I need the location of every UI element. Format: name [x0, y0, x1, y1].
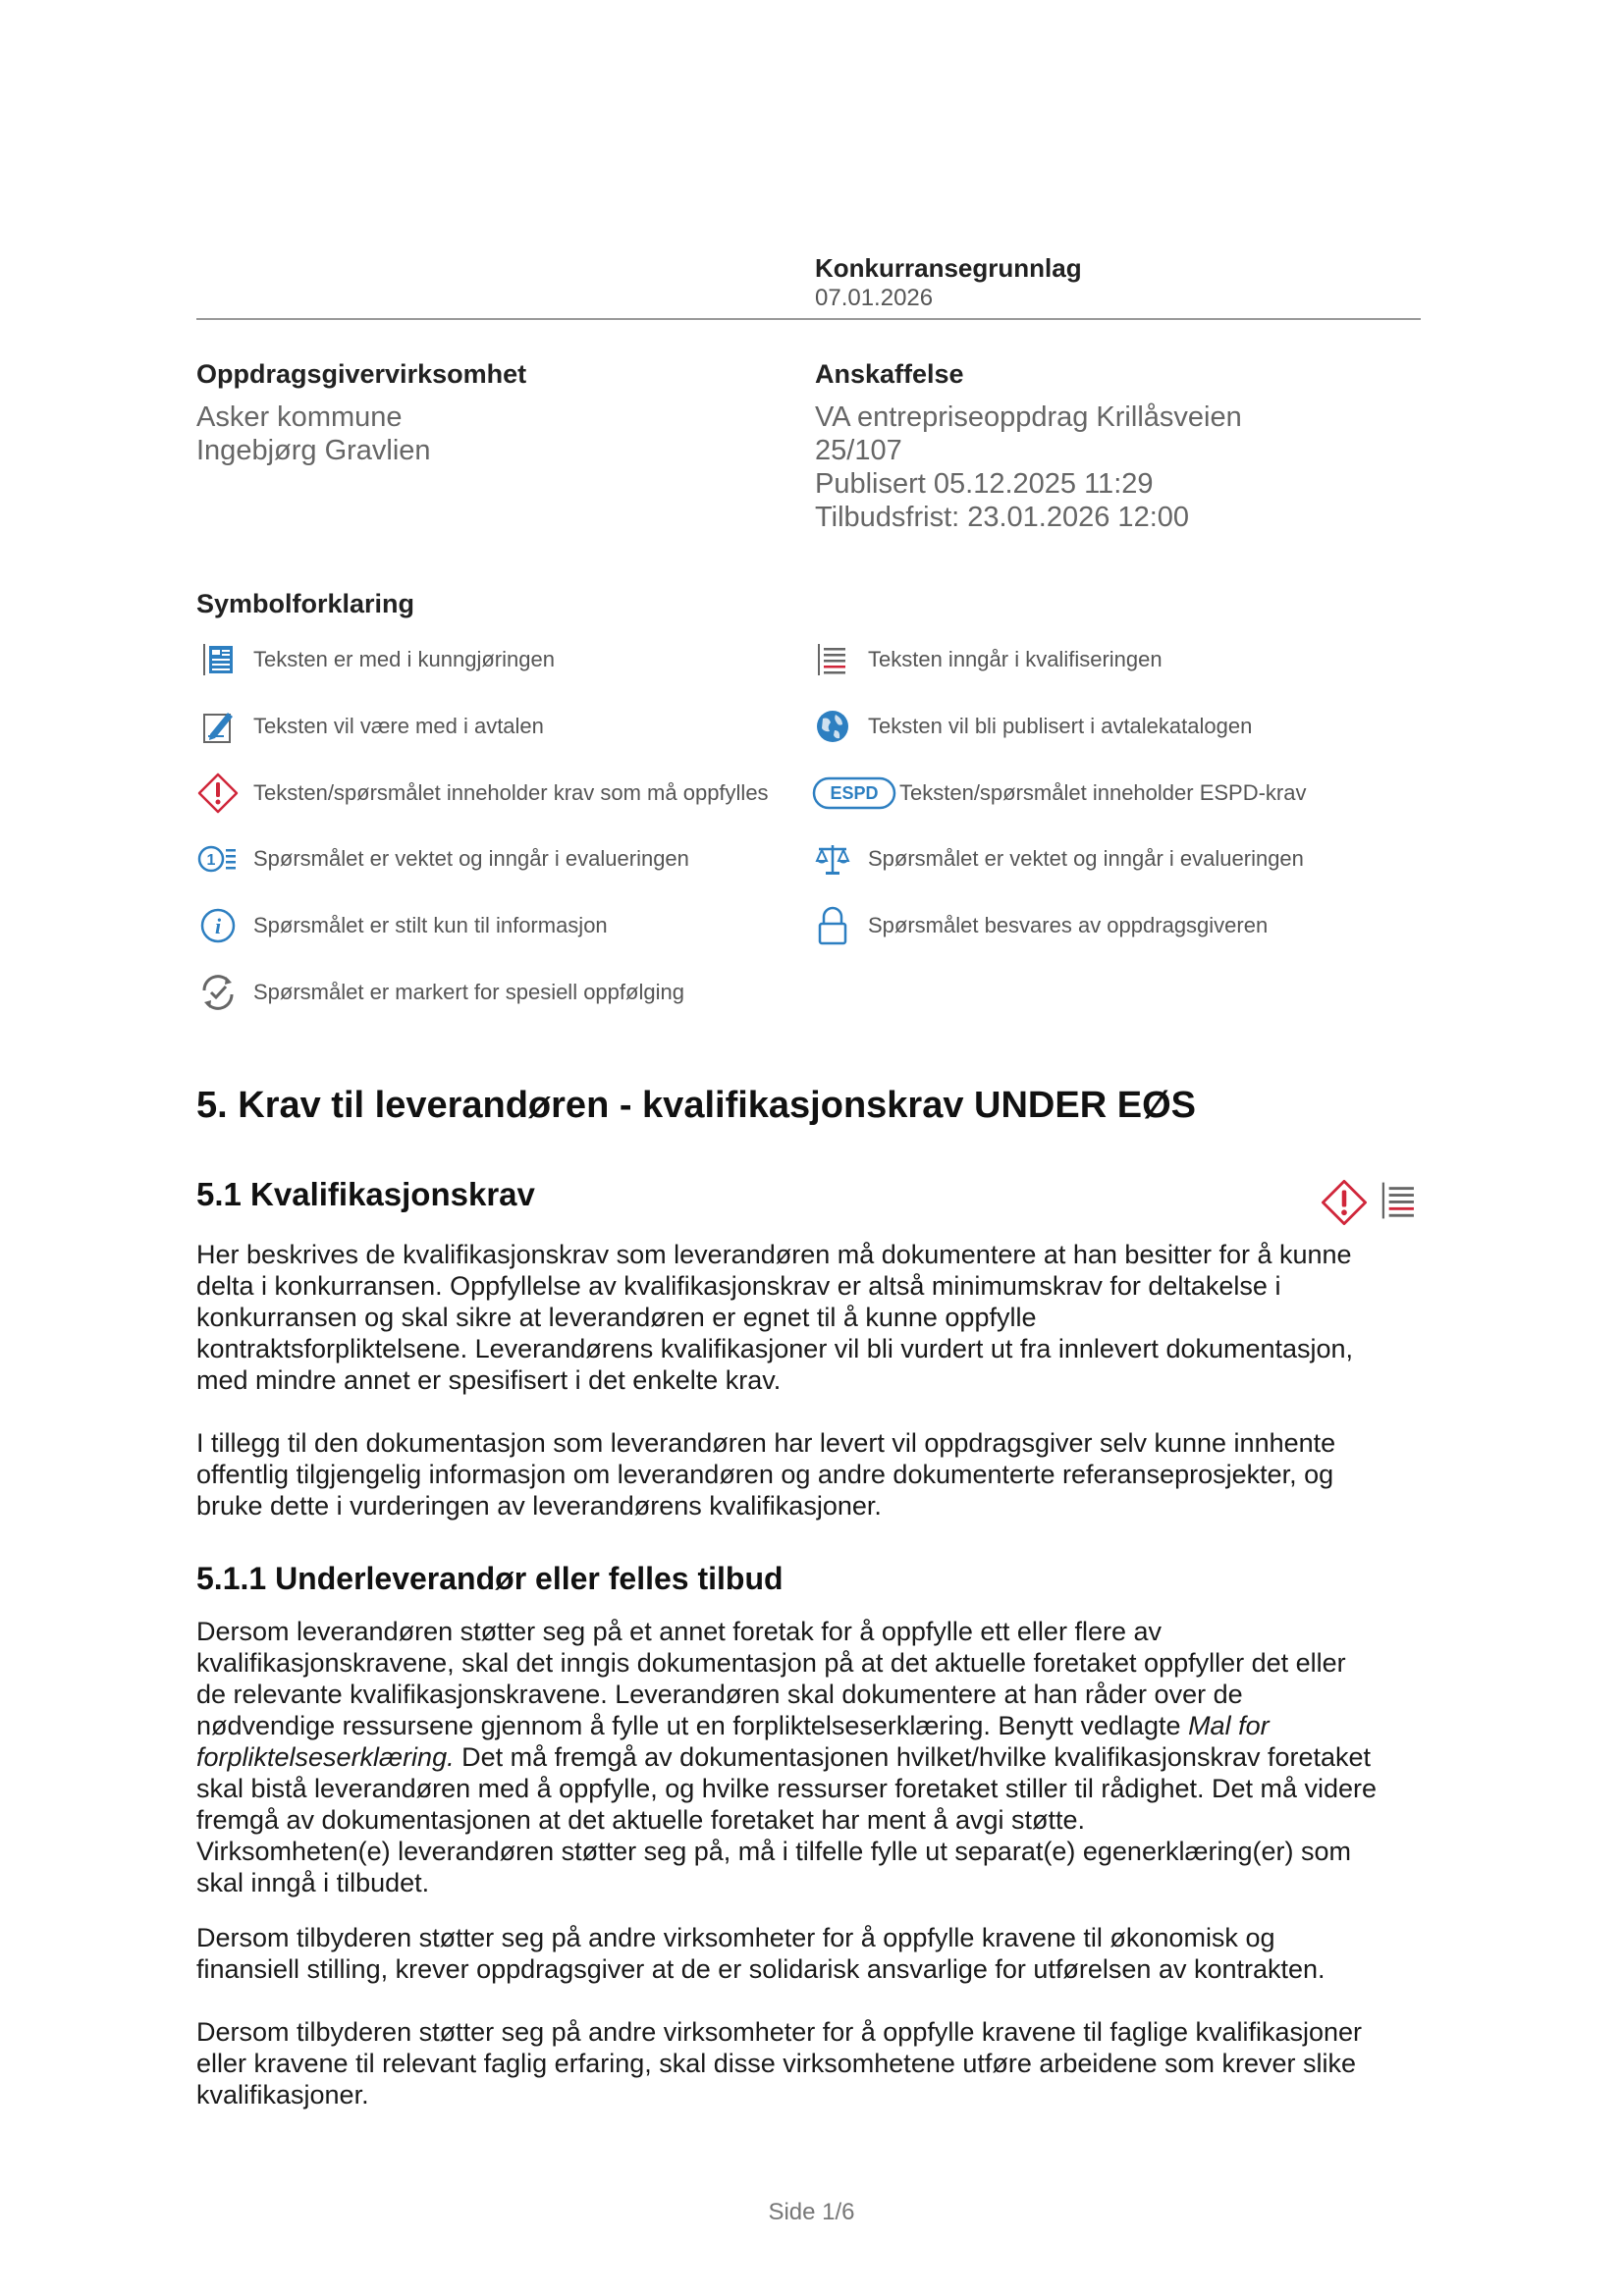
legend-label: Spørsmålet er markert for spesiell oppfølging — [253, 980, 684, 1004]
header-divider — [196, 318, 1421, 320]
legend-label: Spørsmålet er vektet og inngår i evalueringen — [253, 846, 689, 871]
legend-label: Spørsmålet er vektet og inngår i evalueringen — [868, 846, 1304, 871]
legend-item-weighted-scales — [811, 837, 1304, 881]
weighted-number-icon — [196, 837, 240, 881]
section-title: 5. Krav til leverandøren - kvalifikasjonskrav UNDER EØS — [196, 1085, 1196, 1126]
qualification-list-icon — [811, 638, 854, 681]
lock-icon — [811, 904, 854, 947]
tender-deadline: Tilbudsfrist: 23.01.2026 12:00 — [815, 502, 1190, 533]
economic-standing-paragraph: Dersom tilbyderen støtter seg på andre virksomheter for å oppfylle kravene til økonomisk og finansiell stilling, krever oppdragsgiver at de er solidarisk ansvarlige for utførelsen av kontrakten. — [196, 1923, 1325, 1984]
client-contact: Ingebjørg Gravlien — [196, 435, 431, 466]
followup-refresh-icon — [196, 971, 240, 1014]
legend-item-contract — [196, 705, 544, 748]
contract-pen-icon — [196, 705, 240, 748]
procurement-details — [815, 400, 1242, 534]
announcement-icon — [196, 638, 240, 681]
client-name: Asker kommune — [196, 401, 403, 433]
legend-label: Teksten inngår i kvalifiseringen — [868, 647, 1163, 671]
legend-item-followup — [196, 971, 684, 1014]
legend-label: Spørsmålet besvares av oppdragsgiveren — [868, 913, 1269, 937]
qualification-list-icon — [1377, 1178, 1422, 1232]
procurement-name: VA entrepriseoppdrag Krillåsveien — [815, 401, 1242, 433]
subsection-title-qualification: 5.1 Kvalifikasjonskrav — [196, 1176, 535, 1212]
legend-item-espd — [811, 772, 1307, 815]
subsection-icons — [1320, 1178, 1422, 1232]
svg-text:1: 1 — [206, 852, 216, 869]
requirement-warning-icon — [1320, 1178, 1369, 1232]
scales-icon — [811, 837, 854, 881]
legend-item-catalogue — [811, 705, 1252, 748]
subsection-title-subcontractor: 5.1.1 Underleverandør eller felles tilbud — [196, 1561, 784, 1596]
template-reference: Mal for — [1188, 1711, 1270, 1740]
legend-heading: Symbolforklaring — [196, 589, 415, 618]
qualification-intro-paragraph: Her beskrives de kvalifikasjonskrav som leverandøren må dokumentere at han besitter for å kunne delta i konkurransen. Oppfyllelse av kvalifikasjonskrav er altså minimumskrav for deltakelse i konkurransen og skal sikre at leverandøren er egnet til å kunne oppfylle kontraktsforpliktelsene. Leverandørens kvalifikasjoner vil bli vurdert ut fra innlevert dokumentasjon, med mindre annet er spesifisert i det enkelte krav. — [196, 1240, 1354, 1395]
legend-label: Teksten/spørsmålet inneholder krav som må oppfylles — [253, 780, 769, 805]
legend-item-requirement — [196, 772, 769, 815]
procurement-reference: 25/107 — [815, 435, 902, 466]
published-date: Publisert 05.12.2025 11:29 — [815, 468, 1154, 500]
page-number: Side 1/6 — [768, 2199, 855, 2225]
espd-badge-icon — [811, 772, 897, 815]
legend-label: Spørsmålet er stilt kun til informasjon — [253, 913, 608, 937]
document-date: 07.01.2026 — [815, 285, 934, 311]
info-icon — [196, 904, 240, 947]
qualification-additional-info-paragraph: I tillegg til den dokumentasjon som leverandøren har levert vil oppdragsgiver selv kunne innhente offentlig tilgjengelig informasjon om leverandøren og andre dokumenterte referanseprosjekter, og bruke dette i vurderingen av leverandørens kvalifikasjoner. — [196, 1428, 1336, 1521]
document-type-title: Konkurransegrunnlag — [815, 253, 1082, 283]
client-heading: Oppdragsgivervirksomhet — [196, 359, 527, 389]
template-reference: forpliktelseserklæring. — [196, 1742, 455, 1772]
professional-qualifications-paragraph: Dersom tilbyderen støtter seg på andre virksomheter for å oppfylle kravene til faglige kvalifikasjoner eller kravene til relevant faglig erfaring, skal disse virksomhetene utføre arbeidene som krever slike kvalifikasjoner. — [196, 2017, 1363, 2109]
requirement-warning-icon — [196, 772, 240, 815]
legend-item-weighted — [196, 837, 689, 881]
legend-item-announcement — [196, 638, 555, 681]
legend-item-info — [196, 904, 608, 947]
svg-text:ESPD: ESPD — [830, 783, 879, 803]
client-details — [196, 400, 431, 467]
legend-label: Teksten er med i kunngjøringen — [253, 647, 555, 671]
legend-label: Teksten vil bli publisert i avtalekatalogen — [868, 714, 1253, 738]
subcontractor-paragraph: Dersom leverandøren støtter seg på et annet foretak for å oppfylle ett eller flere av kvalifikasjonskravene, skal det inngis dokumentasjon på at det aktuelle foretaket oppfyller det eller de relevante kvalifikasjonskravene. Leverandøren skal dokumentere at han råder over de nødvendige ressursene gjennom å fylle ut en forpliktelseserklæring. Benytt vedlagte Mal for forpliktelseserklæring. Det må fremgå av dokumentasjonen hvilket/hvilke kvalifikasjonskrav foretaket skal bistå leverandøren med å oppfylle, og hvilke ressurser foretaket stiller til rådighet. Det må videre fremgå av dokumentasjonen at det aktuelle foretaket har ment å avgi støtte. Virksomheten(e) leverandøren støtter seg på, må i tilfelle fylle ut separat(e) egenerklæring(er) som skal inngå i tilbudet. — [196, 1617, 1378, 1897]
procurement-heading: Anskaffelse — [815, 359, 964, 389]
globe-icon — [811, 705, 854, 748]
legend-item-qualification — [811, 638, 1163, 681]
svg-text:i: i — [214, 914, 222, 938]
legend-label: Teksten/spørsmålet inneholder ESPD-krav — [899, 780, 1307, 805]
legend-label: Teksten vil være med i avtalen — [253, 714, 544, 738]
legend-item-client-answers — [811, 904, 1268, 947]
